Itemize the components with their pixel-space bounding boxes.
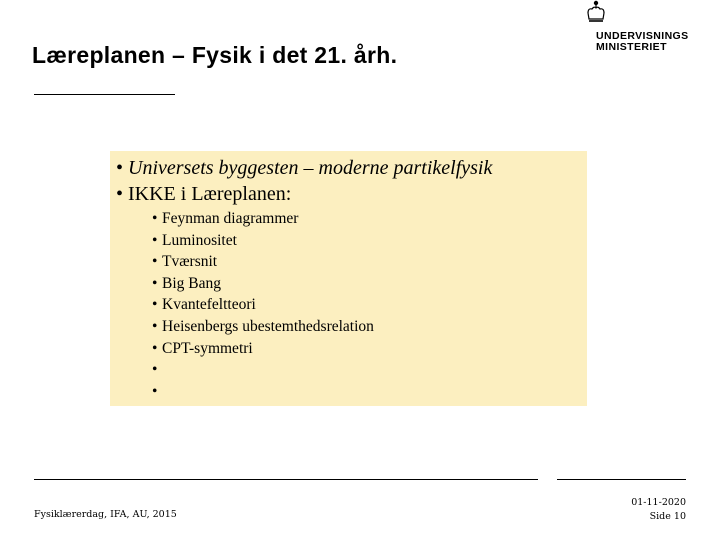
title-underline [34,94,175,95]
bullet-marker: • [116,157,124,179]
sub-bullet-text: Kvantefeltteori [162,296,256,314]
footer-divider-right [557,479,686,480]
content-box [110,151,587,406]
bullet-marker: • [152,317,158,335]
bullet-marker: • [152,361,158,379]
sub-bullet [152,230,374,252]
bullet-text: IKKE i Læreplanen: [128,183,292,205]
sub-bullet [152,316,374,338]
sub-bullet-text: CPT-symmetri [162,339,253,357]
logo-text-line1: UNDERVISNINGS [596,30,689,42]
sub-bullet-text: Heisenbergs ubestemthedsrelation [162,317,374,335]
slide-title: Læreplanen – Fysik i det 21. årh. [32,42,398,68]
footer-page-number: Side 10 [649,511,686,522]
footer-date: 01-11-2020 [631,497,686,508]
sub-bullet-list [152,208,374,402]
bullet-marker: • [152,339,158,357]
sub-bullet [152,294,374,316]
footer-meta [631,496,686,524]
sub-bullet-text: Tværsnit [162,253,218,271]
bullet-level1 [116,158,492,178]
bullet-marker: • [152,253,158,271]
sub-bullet [152,273,374,295]
sub-bullet-text: Luminositet [162,231,237,249]
bullet-text: Universets byggesten – moderne partikelfysik [128,157,493,179]
bullet-marker: • [152,210,158,227]
bullet-marker: • [152,382,158,400]
sub-bullet [152,208,374,230]
footer-divider-left [34,479,538,480]
sub-bullet [152,359,374,381]
sub-bullet-text: Big Bang [162,274,221,292]
bullet-marker: • [152,231,158,249]
bullet-marker: • [116,183,124,205]
crown-icon [584,0,704,30]
sub-bullet [152,338,374,360]
bullet-marker: • [152,274,158,292]
logo-text-line2: MINISTERIET [596,41,667,53]
footer-event-text: Fysiklærerdag, IFA, AU, 2015 [34,509,177,520]
sub-bullet [152,251,374,273]
ministry-logo [584,0,704,60]
sub-bullet-text: Feynman diagrammer [162,210,299,227]
bullet-level1 [116,184,291,204]
bullet-marker: • [152,296,158,314]
sub-bullet [152,381,374,403]
